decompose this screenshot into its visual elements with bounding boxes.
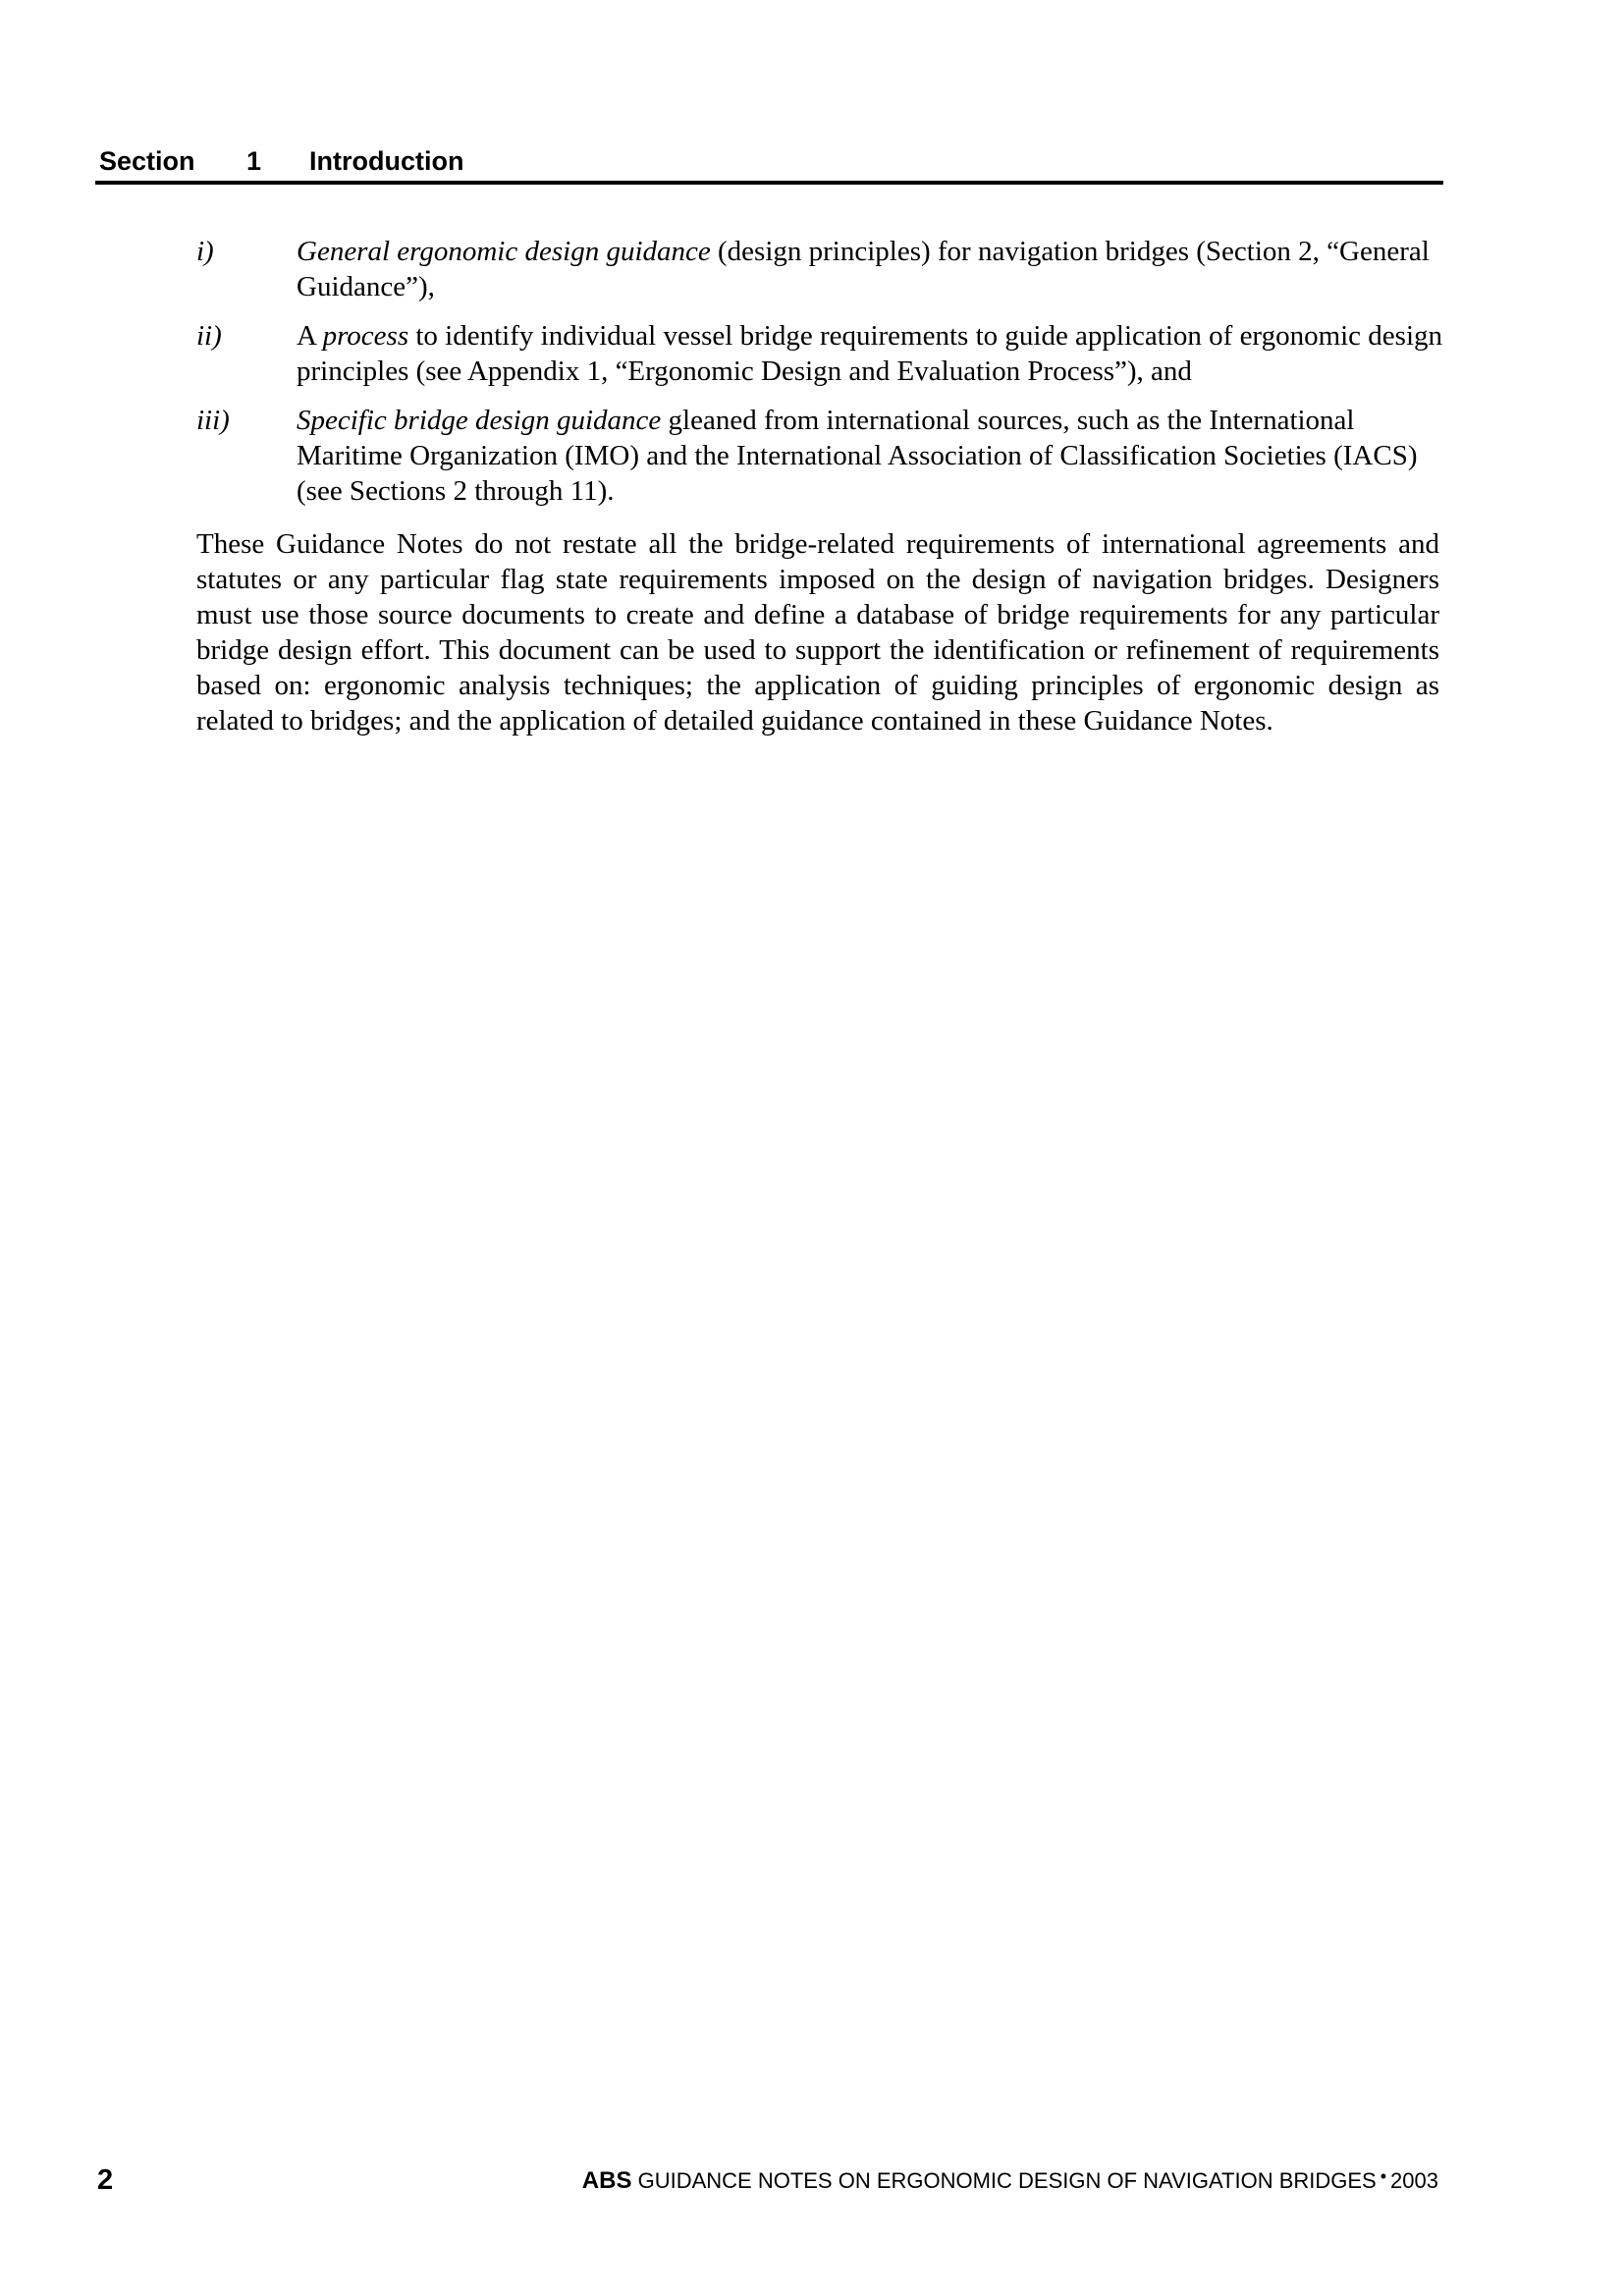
guidance-list (196, 234, 1443, 522)
emphasis-text: General ergonomic design guidance (297, 236, 711, 267)
list-item-text (297, 403, 1443, 509)
list-marker: iii) (196, 405, 230, 436)
list-item-text (297, 318, 1443, 389)
section-number: 1 (246, 146, 262, 176)
item-rest-text: (design principles) for navigation bridges (Section 2, “General Guidance”), (297, 236, 1430, 302)
page-footer (95, 2162, 1438, 2198)
emphasis-text: process (322, 320, 409, 352)
list-item (196, 403, 1443, 509)
emphasis-text: Specific bridge design guidance (297, 405, 662, 436)
separator-bullet: • (1380, 2166, 1387, 2186)
item-rest-text: gleaned from international sources, such as the International Maritime Organization (IMO) and the International Association of Classification Societies (IACS) (see Sections 2 through 11). (297, 405, 1418, 507)
body-paragraph: These Guidance Notes do not restate all the bridge-related requirements of international agreements and statutes or any particular flag state requirements imposed on the design of navigation bridges. Designers must use those source documents to create and define a database of bridge requirements for any particular bridge design effort. This document can be used to support the identification or refinement of requirements based on: ergonomic analysis techniques; the application of guiding principles of ergonomic design as related to bridges; and the application of detailed guidance contained in these Guidance Notes. (196, 528, 1439, 737)
list-item (196, 318, 1443, 389)
document-year: 2003 (1390, 2168, 1438, 2193)
item-lead-text: A (297, 320, 323, 352)
list-marker: i) (196, 236, 214, 267)
publisher-logo-text: ABS (581, 2167, 632, 2194)
section-label: Section (99, 146, 195, 176)
section-header (95, 143, 1443, 185)
item-rest-text: to identify individual vessel bridge requirements to guide application of ergonomic design principles (see Appendix 1, “Ergonomic Design and Evaluation Process”), and (297, 320, 1443, 387)
footer-title-block (582, 2165, 1438, 2198)
section-title: Introduction (309, 146, 464, 176)
list-item-text (297, 234, 1443, 304)
list-marker: ii) (196, 320, 222, 352)
list-item (196, 234, 1443, 304)
document-title: GUIDANCE NOTES ON ERGONOMIC DESIGN OF NAVIGATION BRIDGES (637, 2168, 1377, 2193)
page-number: 2 (97, 2164, 114, 2196)
